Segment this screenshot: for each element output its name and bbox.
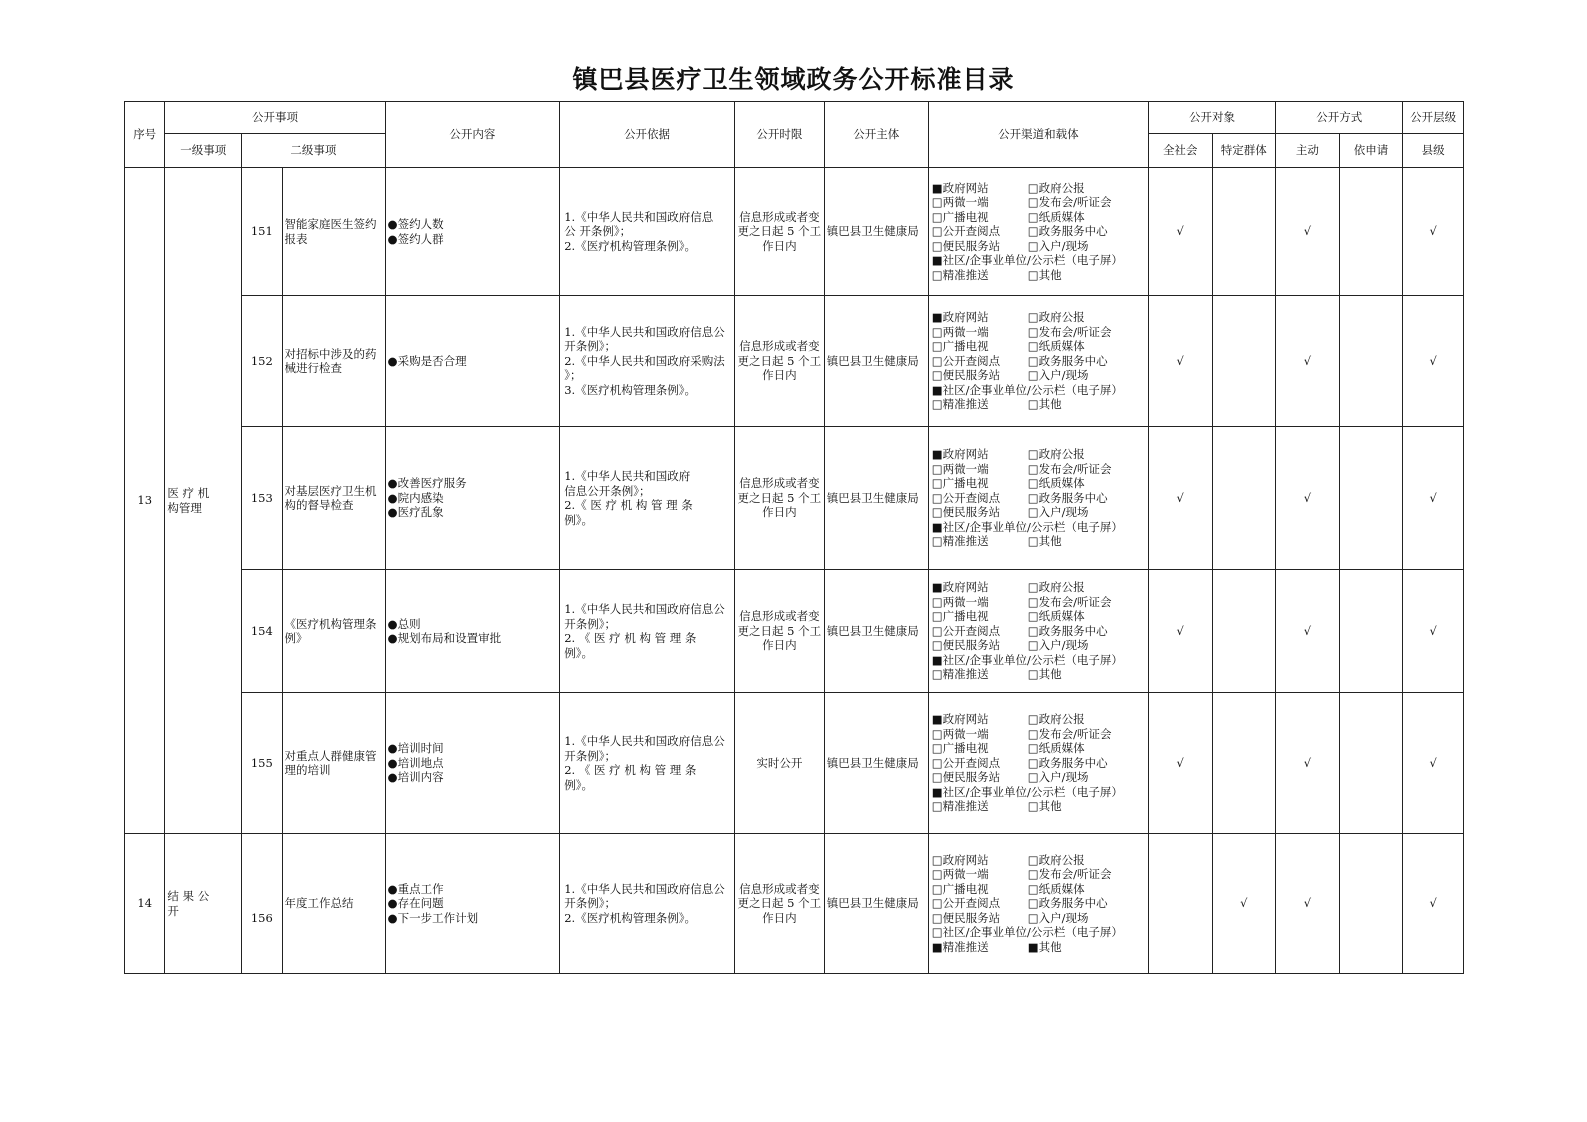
basis-list-line: 1.《中华人民共和国政府信息 xyxy=(564,209,714,224)
mark-all: √ xyxy=(1148,693,1212,834)
content-list-line: ●规划布局和设置审批 xyxy=(387,631,502,645)
channel-option: □入户/现场 xyxy=(1027,638,1089,653)
channel-row xyxy=(932,210,1148,225)
channel-option: □政府公报 xyxy=(1027,852,1085,867)
channel-option: □发布会/听证会 xyxy=(1027,195,1112,210)
channel-option: □精准推送 xyxy=(931,267,989,282)
item-number: 152 xyxy=(242,296,282,427)
channel-row xyxy=(932,624,1148,639)
mark-county: √ xyxy=(1403,168,1464,296)
time-limit: 实时公开 xyxy=(734,693,824,834)
channel-option: □发布会/听证会 xyxy=(1027,594,1112,609)
mark-active: √ xyxy=(1276,168,1340,296)
channel-row xyxy=(932,354,1148,369)
time-limit: 信息形成或者变更之日起 5 个工作日内 xyxy=(734,296,824,427)
channel-row xyxy=(932,368,1148,383)
mark-request xyxy=(1339,834,1403,974)
mark-active: √ xyxy=(1276,296,1340,427)
mark-group xyxy=(1212,570,1276,693)
channel-row xyxy=(932,383,1148,398)
channel-option: □政务服务中心 xyxy=(1027,896,1108,911)
channel-option: □政务服务中心 xyxy=(1027,224,1108,239)
channel-option: □便民服务站 xyxy=(931,368,1001,383)
time-limit: 信息形成或者变 更之日起 5 个工作日内 xyxy=(734,168,824,296)
channel-option: □入户/现场 xyxy=(1027,770,1089,785)
basis-list xyxy=(560,168,735,296)
time-limit: 信息形成或者变更之日起 5 个工作日内 xyxy=(734,427,824,570)
header-level2: 二级事项 xyxy=(242,134,385,168)
mark-request xyxy=(1339,693,1403,834)
channel-row xyxy=(932,580,1148,595)
channel-option: □精准推送 xyxy=(931,667,989,682)
basis-list-line: 例》。 xyxy=(564,645,593,660)
catalog-table xyxy=(124,101,1464,974)
channel-option: ■社区/企事业单位/公示栏（电子屏） xyxy=(931,253,1123,268)
channel-option: □政务服务中心 xyxy=(1027,490,1108,505)
mark-group xyxy=(1212,296,1276,427)
item-number: 154 xyxy=(242,570,282,693)
channel-row xyxy=(932,595,1148,610)
channel-list xyxy=(928,427,1148,570)
table-row xyxy=(125,296,1464,427)
header-target: 公开对象 xyxy=(1148,102,1275,134)
time-limit: 信息形成或者变更之日起 5 个工作日内 xyxy=(734,834,824,974)
basis-list-line: 1.《中华人民共和国政府 xyxy=(564,469,691,483)
channel-option: □其他 xyxy=(1027,667,1062,682)
channel-option: □纸质媒体 xyxy=(1027,339,1085,354)
channel-option: □政府公报 xyxy=(1027,580,1085,595)
content-list-line: ●培训地点 xyxy=(387,755,444,770)
channel-option: □纸质媒体 xyxy=(1027,881,1085,896)
channel-option: □发布会/听证会 xyxy=(1027,461,1112,476)
channel-row xyxy=(932,491,1148,506)
channel-option: □两微一端 xyxy=(931,461,989,476)
channel-option: □公开查阅点 xyxy=(931,896,1001,911)
channel-option: □入户/现场 xyxy=(1027,238,1089,253)
channel-row xyxy=(932,741,1148,756)
channel-row xyxy=(932,268,1148,283)
basis-list-line: 2. 《 医 疗 机 构 管 理 条 xyxy=(564,763,697,777)
content-list-line: ●总则 xyxy=(387,616,421,631)
channel-option: ■政府网站 xyxy=(931,447,989,462)
mark-all: √ xyxy=(1148,570,1212,693)
content-list xyxy=(385,693,560,834)
channel-option: □便民服务站 xyxy=(931,505,1001,520)
table-row xyxy=(125,168,1464,296)
mark-county: √ xyxy=(1403,427,1464,570)
content-list-line: ●改善医疗服务 xyxy=(387,476,467,491)
channel-option: ■社区/企事业单位/公示栏（电子屏） xyxy=(931,652,1123,667)
table-row xyxy=(125,570,1464,693)
channel-option: □精准推送 xyxy=(931,397,989,412)
channel-option: □两微一端 xyxy=(931,324,989,339)
channel-option: ■其他 xyxy=(1027,939,1062,954)
basis-list xyxy=(560,427,735,570)
basis-list-line: 信息公开条例》； xyxy=(564,483,651,498)
channel-option: ■精准推送 xyxy=(931,939,989,954)
mark-county: √ xyxy=(1403,834,1464,974)
basis-list-line: 1.《中华人民共和国政府信息公 xyxy=(564,734,725,748)
mark-county: √ xyxy=(1403,570,1464,693)
basis-list-line: 1.《中华人民共和国政府信息公 xyxy=(564,324,725,339)
channel-row xyxy=(932,940,1148,955)
channel-option: □发布会/听证会 xyxy=(1027,867,1112,882)
channel-option: □精准推送 xyxy=(931,799,989,814)
channel-row xyxy=(932,785,1148,800)
channel-row xyxy=(932,476,1148,491)
channel-option: □公开查阅点 xyxy=(931,755,1001,770)
mark-county: √ xyxy=(1403,296,1464,427)
basis-list xyxy=(560,570,735,693)
channel-row xyxy=(932,770,1148,785)
basis-list xyxy=(560,693,735,834)
channel-option: □公开查阅点 xyxy=(931,224,1001,239)
mark-active: √ xyxy=(1276,570,1340,693)
mark-active: √ xyxy=(1276,834,1340,974)
channel-option: □其他 xyxy=(1027,534,1062,549)
channel-row xyxy=(932,325,1148,340)
channel-option: □便民服务站 xyxy=(931,770,1001,785)
channel-option: □其他 xyxy=(1027,267,1062,282)
content-list xyxy=(385,570,560,693)
channel-row xyxy=(932,867,1148,882)
basis-list-line: 开条例》； xyxy=(564,748,616,763)
content-list xyxy=(385,427,560,570)
group-seq: 13 xyxy=(125,168,165,834)
channel-option: □政府公报 xyxy=(1027,447,1085,462)
channel-option: □社区/企事业单位/公示栏（电子屏） xyxy=(931,925,1123,940)
content-list xyxy=(385,296,560,427)
header-time: 公开时限 xyxy=(734,102,824,168)
basis-list-line: 3.《医疗机构管理条例》。 xyxy=(564,382,696,397)
channel-option: □政务服务中心 xyxy=(1027,755,1108,770)
channel-row xyxy=(932,520,1148,535)
content-list xyxy=(385,834,560,974)
mark-all: √ xyxy=(1148,296,1212,427)
channel-option: □政府公报 xyxy=(1027,310,1085,325)
channel-option: □纸质媒体 xyxy=(1027,609,1085,624)
item-title: 对重点人群健康管理的培训 xyxy=(282,693,385,834)
channel-option: □广播电视 xyxy=(931,741,989,756)
channel-option: □便民服务站 xyxy=(931,238,1001,253)
header-level: 公开层级 xyxy=(1403,102,1464,134)
content-list-line: ●采购是否合理 xyxy=(387,353,467,368)
channel-option: ■政府网站 xyxy=(931,712,989,727)
channel-option: □公开查阅点 xyxy=(931,490,1001,505)
mark-request xyxy=(1339,168,1403,296)
channel-row xyxy=(932,534,1148,549)
channel-option: □发布会/听证会 xyxy=(1027,324,1112,339)
channel-option: □便民服务站 xyxy=(931,638,1001,653)
channel-option: □入户/现场 xyxy=(1027,505,1089,520)
channel-list xyxy=(928,834,1148,974)
channel-row xyxy=(932,181,1148,196)
mark-request xyxy=(1339,427,1403,570)
basis-list-line: 例》。 xyxy=(564,777,593,792)
channel-row xyxy=(932,609,1148,624)
channel-option: ■社区/企事业单位/公示栏（电子屏） xyxy=(931,519,1123,534)
channel-option: □政府网站 xyxy=(931,852,989,867)
mark-group: √ xyxy=(1212,834,1276,974)
content-list-line: ●签约人群 xyxy=(387,231,444,246)
channel-option: □广播电视 xyxy=(931,209,989,224)
channel-option: □纸质媒体 xyxy=(1027,476,1085,491)
header-content: 公开内容 xyxy=(385,102,560,168)
mark-group xyxy=(1212,427,1276,570)
basis-list-line: 开条例》； xyxy=(564,616,616,631)
mark-all: √ xyxy=(1148,168,1212,296)
channel-list xyxy=(928,570,1148,693)
channel-list xyxy=(928,296,1148,427)
basis-list-line: 2. 《 医 疗 机 构 管 理 条 xyxy=(564,631,697,645)
item-number: 156 xyxy=(242,834,282,974)
channel-row xyxy=(932,447,1148,462)
mark-group xyxy=(1212,693,1276,834)
channel-row xyxy=(932,505,1148,520)
content-list-line: ●医疗乱象 xyxy=(387,505,444,520)
subject: 镇巴县卫生健康局 xyxy=(824,168,928,296)
mark-request xyxy=(1339,570,1403,693)
channel-row xyxy=(932,195,1148,210)
header-subject: 公开主体 xyxy=(824,102,928,168)
channel-option: □两微一端 xyxy=(931,195,989,210)
channel-option: □纸质媒体 xyxy=(1027,209,1085,224)
header-method: 公开方式 xyxy=(1276,102,1403,134)
channel-option: □两微一端 xyxy=(931,726,989,741)
basis-list-line: 例》。 xyxy=(564,512,593,527)
table-body xyxy=(125,168,1464,974)
content-list-line: ●培训内容 xyxy=(387,770,444,785)
header-method-active: 主动 xyxy=(1276,134,1340,168)
group-level1: 医 疗 机 构管理 xyxy=(165,168,242,834)
item-number: 155 xyxy=(242,693,282,834)
channel-option: □广播电视 xyxy=(931,476,989,491)
header-method-request: 依申请 xyxy=(1339,134,1403,168)
channel-option: ■社区/企事业单位/公示栏（电子屏） xyxy=(931,382,1123,397)
item-number: 151 xyxy=(242,168,282,296)
basis-list-line: 1.《中华人民共和国政府信息公 xyxy=(564,881,725,896)
content-list xyxy=(385,168,560,296)
channel-row xyxy=(932,756,1148,771)
mark-all xyxy=(1148,834,1212,974)
basis-list-line: 1.《中华人民共和国政府信息公 xyxy=(564,602,725,616)
group-level1: 结 果 公 开 xyxy=(165,834,242,974)
channel-option: □两微一端 xyxy=(931,867,989,882)
channel-option: □便民服务站 xyxy=(931,910,1001,925)
channel-row xyxy=(932,727,1148,742)
channel-row xyxy=(932,799,1148,814)
channel-option: □公开查阅点 xyxy=(931,353,1001,368)
channel-row xyxy=(932,638,1148,653)
channel-row xyxy=(932,667,1148,682)
content-list-line: ●下一步工作计划 xyxy=(387,910,479,925)
channel-row xyxy=(932,253,1148,268)
channel-option: ■政府网站 xyxy=(931,580,989,595)
item-title: 智能家庭医生签约报表 xyxy=(282,168,385,296)
table-row xyxy=(125,427,1464,570)
channel-row xyxy=(932,462,1148,477)
channel-row xyxy=(932,925,1148,940)
mark-request xyxy=(1339,296,1403,427)
header-items: 公开事项 xyxy=(165,102,385,134)
channel-option: □入户/现场 xyxy=(1027,368,1089,383)
subject: 镇巴县卫生健康局 xyxy=(824,834,928,974)
header-level1: 一级事项 xyxy=(165,134,242,168)
table-row xyxy=(125,693,1464,834)
mark-group xyxy=(1212,168,1276,296)
channel-option: □政务服务中心 xyxy=(1027,353,1108,368)
channel-option: □广播电视 xyxy=(931,609,989,624)
channel-option: □两微一端 xyxy=(931,594,989,609)
time-limit: 信息形成或者变更之日起 5 个工作日内 xyxy=(734,570,824,693)
content-list-line: ●培训时间 xyxy=(387,741,444,756)
group-seq: 14 xyxy=(125,834,165,974)
channel-row xyxy=(932,896,1148,911)
basis-list xyxy=(560,834,735,974)
basis-list-line: 公 开条例》； xyxy=(564,224,632,239)
channel-option: □政务服务中心 xyxy=(1027,623,1108,638)
subject: 镇巴县卫生健康局 xyxy=(824,570,928,693)
header-channel: 公开渠道和载体 xyxy=(928,102,1148,168)
item-number: 153 xyxy=(242,427,282,570)
subject: 镇巴县卫生健康局 xyxy=(824,427,928,570)
channel-option: □发布会/听证会 xyxy=(1027,726,1112,741)
header-basis: 公开依据 xyxy=(560,102,735,168)
content-list-line: ●重点工作 xyxy=(387,881,444,896)
channel-row xyxy=(932,712,1148,727)
channel-option: □广播电视 xyxy=(931,881,989,896)
header-level-county: 县级 xyxy=(1403,134,1464,168)
basis-list-line: 2.《医疗机构管理条例》。 xyxy=(564,238,696,253)
channel-option: □其他 xyxy=(1027,799,1062,814)
channel-option: □广播电视 xyxy=(931,339,989,354)
channel-list xyxy=(928,168,1148,296)
header-target-all: 全社会 xyxy=(1148,134,1212,168)
channel-row xyxy=(932,310,1148,325)
channel-row xyxy=(932,882,1148,897)
subject: 镇巴县卫生健康局 xyxy=(824,693,928,834)
channel-option: ■政府网站 xyxy=(931,180,989,195)
channel-option: □其他 xyxy=(1027,397,1062,412)
channel-row xyxy=(932,853,1148,868)
channel-row xyxy=(932,397,1148,412)
subject: 镇巴县卫生健康局 xyxy=(824,296,928,427)
channel-row xyxy=(932,224,1148,239)
basis-list-line: 2.《中华人民共和国政府采购法 xyxy=(564,353,725,368)
mark-all: √ xyxy=(1148,427,1212,570)
content-list-line: ●院内感染 xyxy=(387,490,444,505)
basis-list-line: 开条例》； xyxy=(564,896,616,911)
channel-list xyxy=(928,693,1148,834)
basis-list xyxy=(560,296,735,427)
basis-list-line: 2.《 医 疗 机 构 管 理 条 xyxy=(564,498,693,512)
channel-option: ■政府网站 xyxy=(931,310,989,325)
channel-option: □政府公报 xyxy=(1027,712,1085,727)
channel-row xyxy=(932,239,1148,254)
basis-list-line: 开条例》； xyxy=(564,339,616,354)
channel-row xyxy=(932,653,1148,668)
channel-option: □精准推送 xyxy=(931,534,989,549)
channel-row xyxy=(932,339,1148,354)
channel-option: □纸质媒体 xyxy=(1027,741,1085,756)
table-row xyxy=(125,834,1464,974)
content-list-line: ●存在问题 xyxy=(387,896,444,911)
header-target-group: 特定群体 xyxy=(1212,134,1276,168)
item-title: 年度工作总结 xyxy=(282,834,385,974)
mark-county: √ xyxy=(1403,693,1464,834)
channel-option: □公开查阅点 xyxy=(931,623,1001,638)
basis-list-line: 》； xyxy=(564,368,582,383)
content-list-line: ●签约人数 xyxy=(387,217,444,231)
channel-row xyxy=(932,911,1148,926)
page-title: 镇巴县医疗卫生领域政务公开标准目录 xyxy=(572,65,1015,94)
mark-active: √ xyxy=(1276,693,1340,834)
item-title: 对招标中涉及的药械进行检查 xyxy=(282,296,385,427)
item-title: 《医疗机构管理条例》 xyxy=(282,570,385,693)
channel-option: □入户/现场 xyxy=(1027,910,1089,925)
basis-list-line: 2.《医疗机构管理条例》。 xyxy=(564,910,696,925)
channel-option: □政府公报 xyxy=(1027,180,1085,195)
header-seq: 序号 xyxy=(125,102,165,168)
mark-active: √ xyxy=(1276,427,1340,570)
channel-option: ■社区/企事业单位/公示栏（电子屏） xyxy=(931,784,1123,799)
item-title: 对基层医疗卫生机构的督导检查 xyxy=(282,427,385,570)
